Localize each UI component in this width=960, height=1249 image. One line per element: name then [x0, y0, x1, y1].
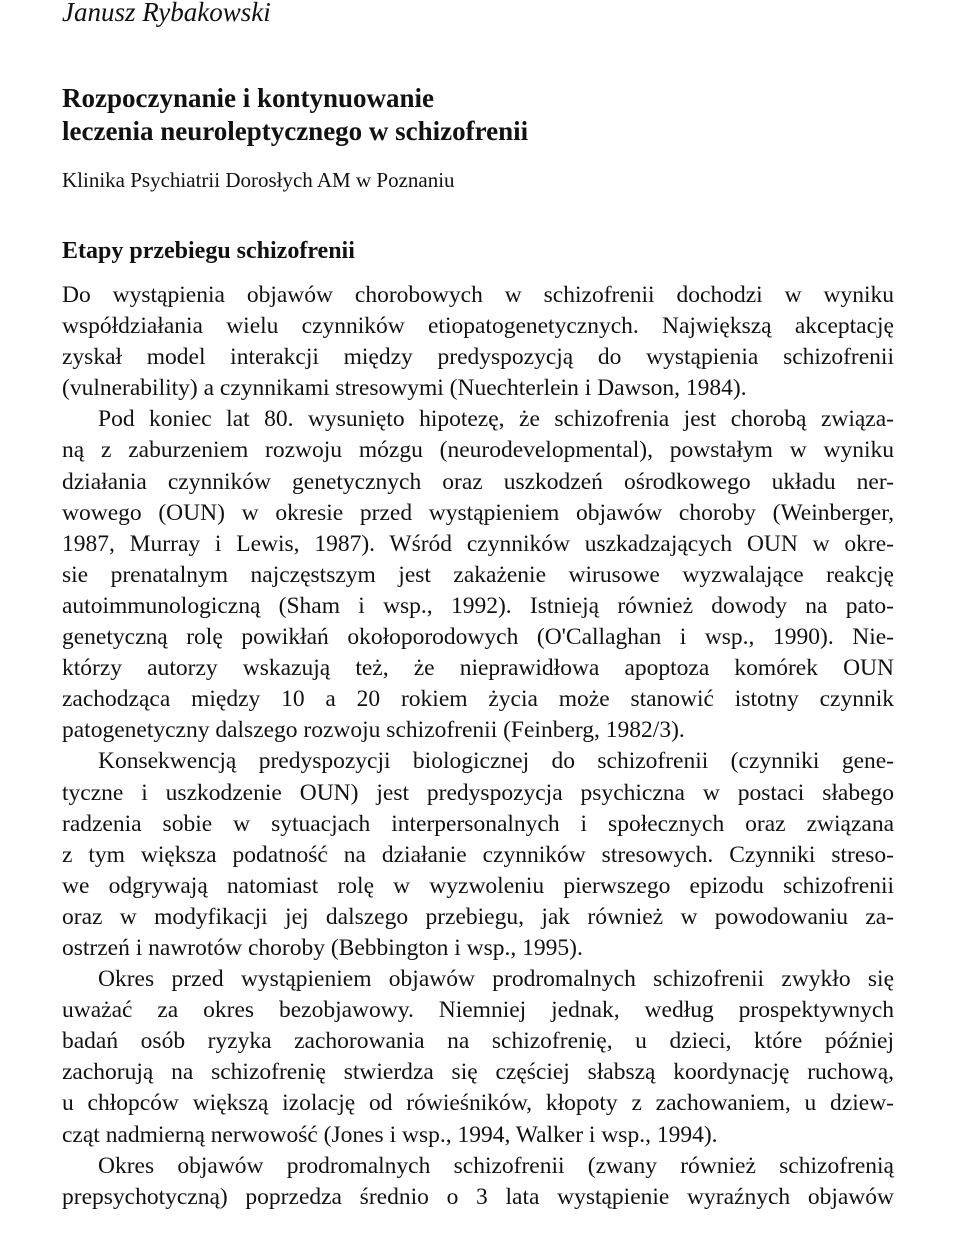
paragraph: [62, 404, 894, 746]
text-line: sie prenatalnym najczęstszym jest zakażenie wirusowe wyzwalające reakcję: [62, 561, 894, 588]
text-line: ostrzeń i nawrotów choroby (Bebbington i wsp., 1995).: [62, 934, 583, 961]
body-text: [62, 280, 894, 1213]
text-line: Okres przed wystąpieniem objawów prodromalnych schizofrenii zwykło się: [98, 966, 894, 993]
text-line: genetyczną rolę powikłań okołoporodowych (O'Callaghan i wsp., 1990). Nie-: [62, 624, 894, 651]
paragraph: [62, 964, 894, 1151]
text-line: z tym większa podatność na działanie czynników stresowych. Czynniki streso-: [62, 841, 894, 868]
text-line: prepsychotyczną) poprzedza średnio o 3 lata wystąpienie wyraźnych objawów: [62, 1183, 894, 1210]
text-line: współdziałania wielu czynników etiopatogenetycznych. Największą akceptację: [62, 313, 894, 340]
text-line: wowego (OUN) w okresie przed wystąpieniem objawów choroby (Weinberger,: [62, 499, 894, 526]
text-line: Konsekwencją predyspozycji biologicznej do schizofrenii (czynniki gene-: [98, 748, 894, 775]
paragraph: [62, 1151, 894, 1213]
text-line: tyczne i uszkodzenie OUN) jest predyspozycja psychiczna w postaci słabego: [62, 779, 894, 806]
text-line: ną z zaburzeniem rozwoju mózgu (neurodevelopmental), powstałym w wyniku: [62, 437, 894, 464]
text-line: oraz w modyfikacji jej dalszego przebiegu, jak również w powodowaniu za-: [62, 903, 894, 930]
text-line: 1987, Murray i Lewis, 1987). Wśród czynników uszkadzających OUN w okre-: [62, 530, 894, 557]
author-name: Janusz Rybakowski: [62, 0, 271, 27]
text-line: (vulnerability) a czynnikami stresowymi (Nuechterlein i Dawson, 1984).: [62, 375, 747, 402]
paragraph: [62, 746, 894, 964]
text-line: którzy autorzy wskazują też, że nieprawidłowa apoptoza komórek OUN: [62, 655, 894, 682]
text-line: radzenia sobie w sytuacjach interpersonalnych i społecznych oraz związana: [62, 810, 894, 837]
text-line: zyskał model interakcji między predyspozycją do wystąpienia schizofrenii: [62, 344, 894, 371]
text-line: zachodząca między 10 a 20 rokiem życia może stanowić istotny czynnik: [62, 686, 894, 713]
section-heading: Etapy przebiegu schizofrenii: [62, 238, 355, 264]
text-line: Pod koniec lat 80. wysunięto hipotezę, że schizofrenia jest chorobą związa-: [98, 406, 894, 433]
title-line: leczenia neuroleptycznego w schizofrenii: [62, 116, 529, 146]
article-title: [62, 82, 882, 148]
text-line: cząt nadmierną nerwowość (Jones i wsp., 1994, Walker i wsp., 1994).: [62, 1121, 718, 1148]
text-line: Do wystąpienia objawów chorobowych w schizofrenii dochodzi w wyniku: [62, 282, 894, 308]
title-line: Rozpoczynanie i kontynuowanie: [62, 83, 435, 113]
text-line: patogenetyczny dalszego rozwoju schizofrenii (Feinberg, 1982/3).: [62, 717, 685, 744]
text-line: u chłopców większą izolację od rówieśników, kłopoty z zachowaniem, u dziew-: [62, 1090, 894, 1117]
paragraph: [62, 280, 894, 404]
text-line: we odgrywają natomiast rolę w wyzwoleniu pierwszego epizodu schizofrenii: [62, 872, 894, 899]
text-line: działania czynników genetycznych oraz uszkodzeń ośrodkowego układu ner-: [62, 468, 894, 495]
text-line: Okres objawów prodromalnych schizofrenii (zwany również schizofrenią: [98, 1152, 894, 1179]
text-line: badań osób ryzyka zachorowania na schizofrenię, u dzieci, które później: [62, 1028, 894, 1055]
text-line: uważać za okres bezobjawowy. Niemniej jednak, według prospektywnych: [62, 997, 894, 1024]
text-line: zachorują na schizofrenię stwierdza się częściej słabszą koordynację ruchową,: [62, 1059, 894, 1086]
affiliation: Klinika Psychiatrii Dorosłych AM w Poznaniu: [62, 168, 455, 192]
text-line: autoimmunologiczną (Sham i wsp., 1992). Istnieją również dowody na pato-: [62, 592, 894, 619]
